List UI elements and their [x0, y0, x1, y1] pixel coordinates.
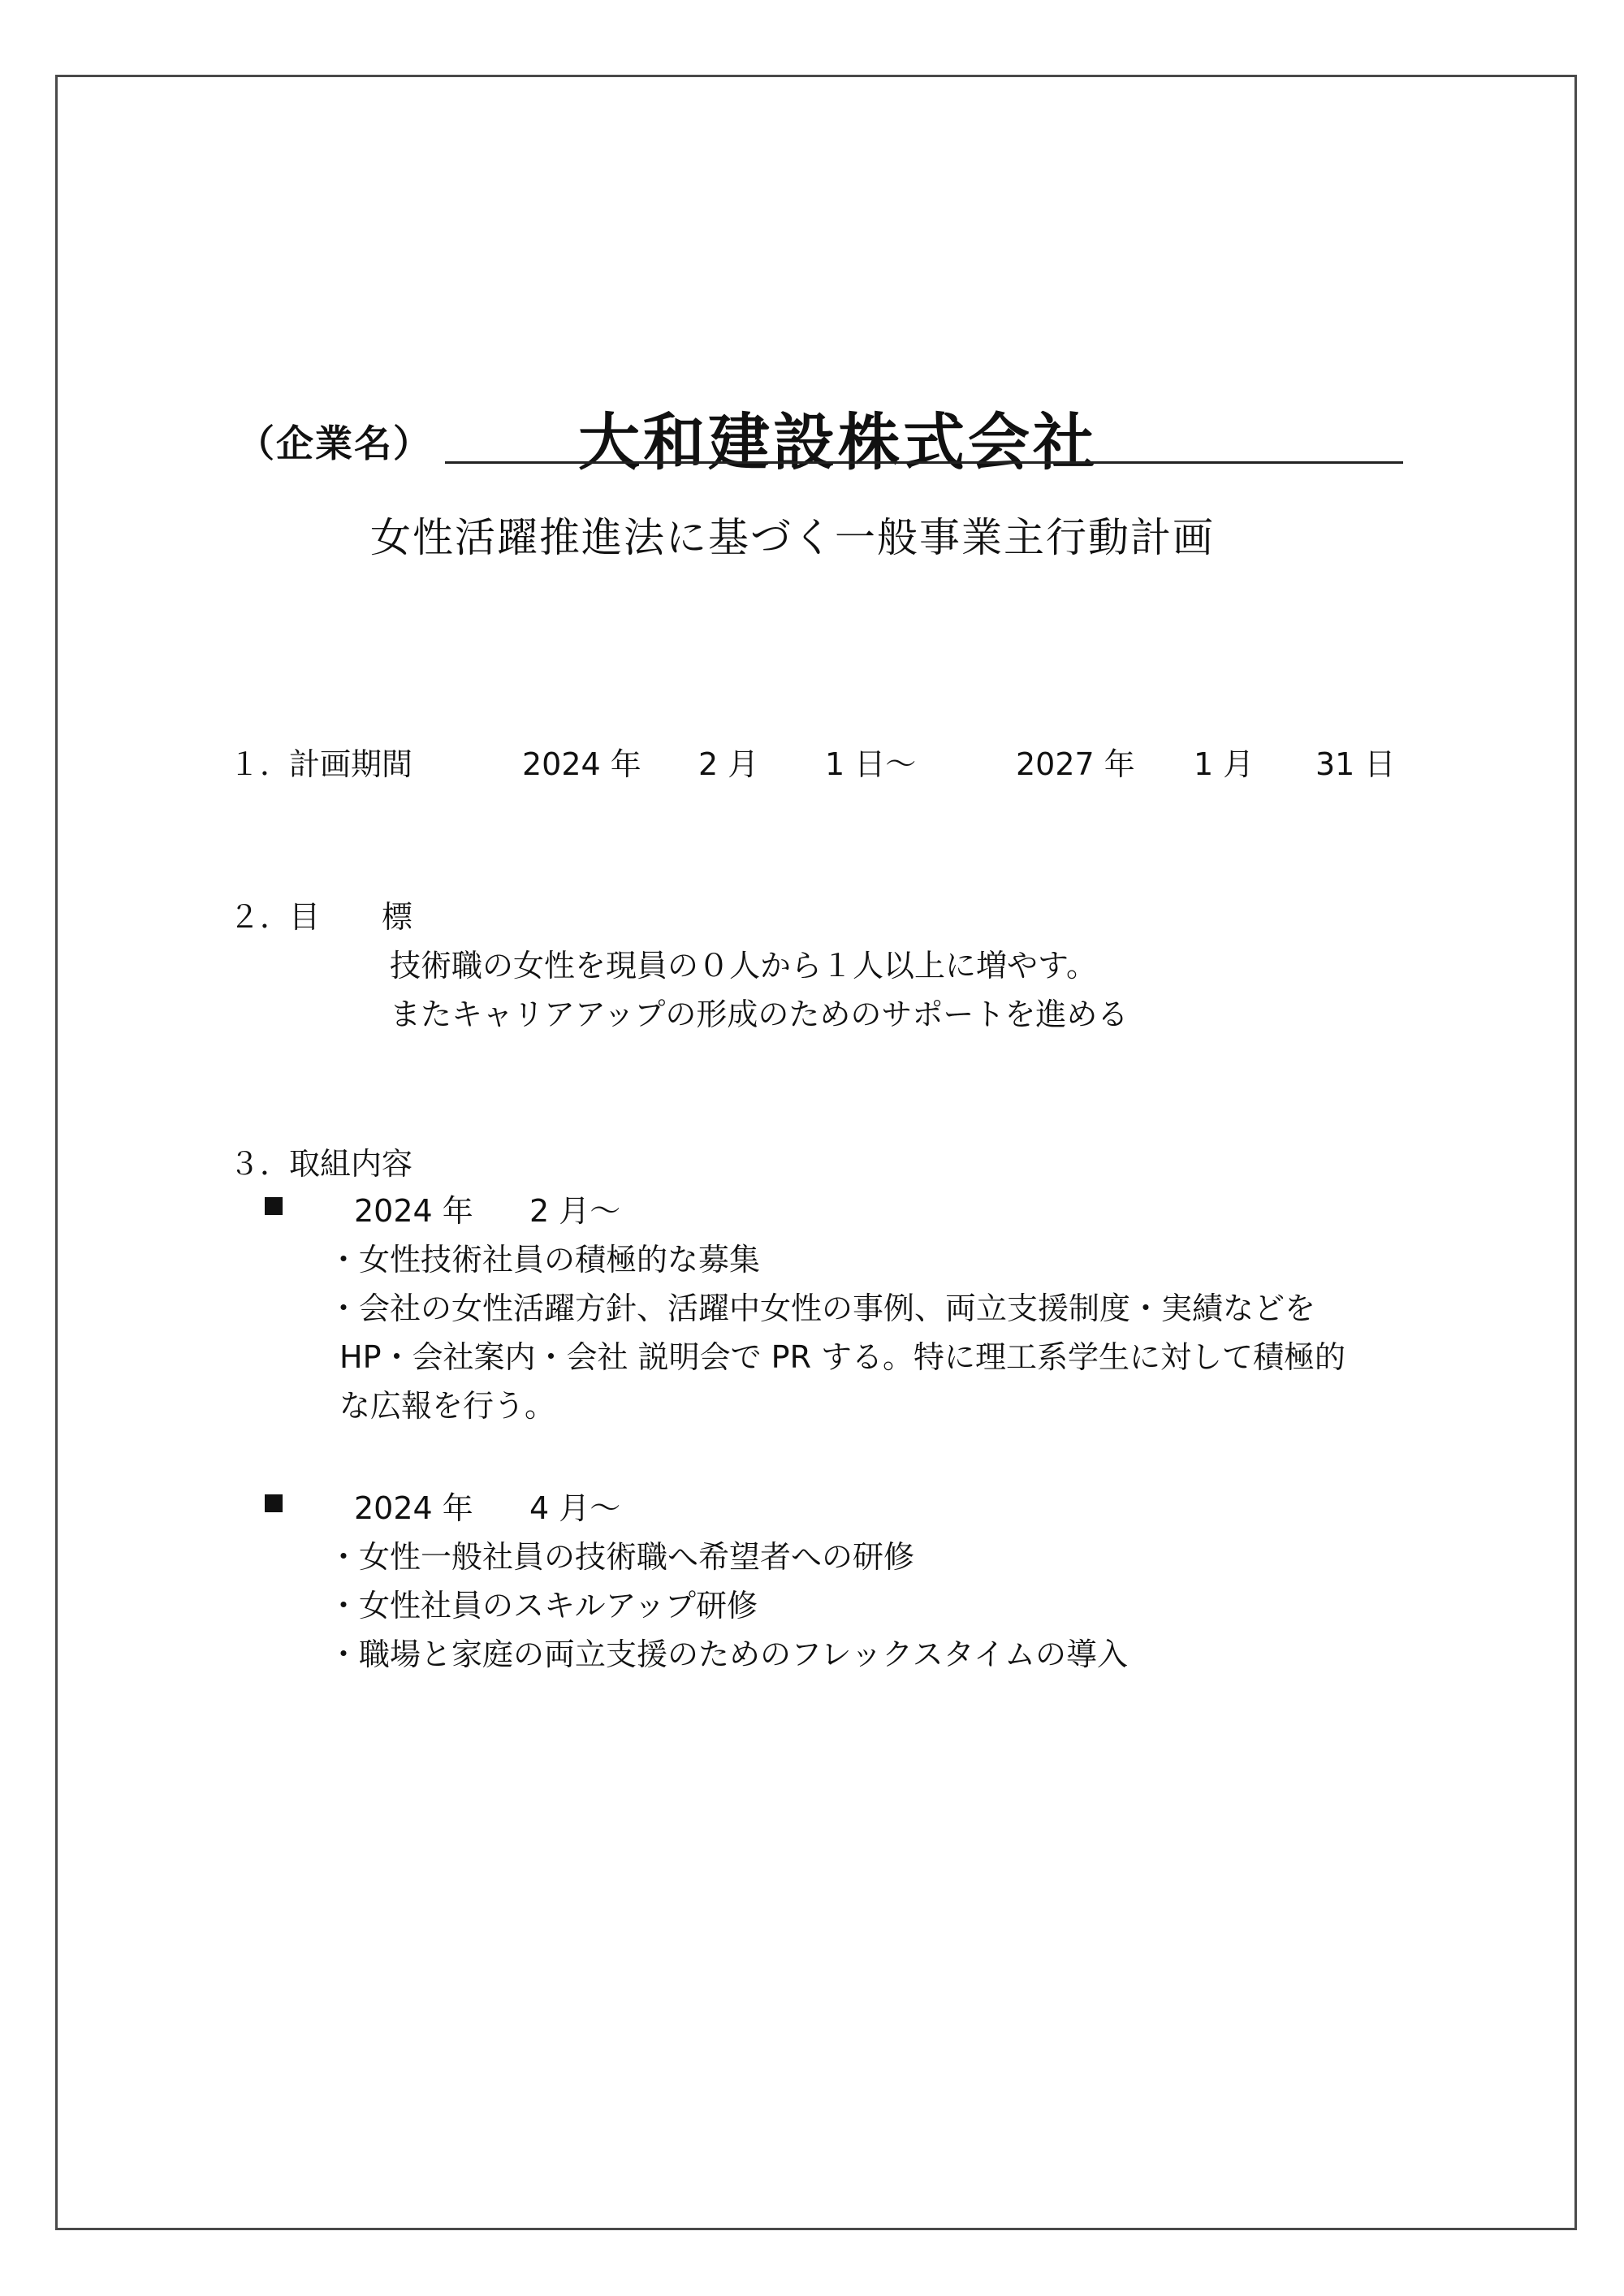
section1-number: １． — [229, 746, 292, 782]
period-start-month: 2 月 — [698, 746, 759, 782]
block1-bullet — [265, 1197, 283, 1215]
period-end-day: 31 日 — [1315, 746, 1396, 782]
section1-label: 計画期間 — [289, 746, 413, 782]
period-end-month: 1 月 — [1194, 746, 1255, 782]
block2-month: 4 月～ — [529, 1490, 621, 1526]
block1-item-1: ・女性技術社員の積極的な募集 — [328, 1242, 761, 1278]
block2-item-2: ・女性社員のスキルアップ研修 — [328, 1588, 758, 1624]
period-end-year: 2027 年 — [1016, 746, 1135, 782]
company-name-underline — [445, 461, 1403, 464]
block1-month: 2 月～ — [529, 1193, 621, 1229]
block1-year: 2024 年 — [354, 1193, 473, 1229]
block2-item-3: ・職場と家庭の両立支援のためのフレックスタイムの導入 — [328, 1637, 1128, 1672]
section2-number: ２． — [229, 899, 292, 935]
goal-line-2: またキャリアアップの形成のためのサポートを進める — [390, 997, 1129, 1032]
section3-number: ３． — [229, 1146, 292, 1182]
period-start-day: 1 日～ — [825, 746, 917, 782]
document-title: 女性活躍推進法に基づく一般事業主行動計画 — [370, 514, 1215, 561]
section2-label: 目 標 — [289, 899, 413, 935]
block2-year: 2024 年 — [354, 1490, 473, 1526]
goal-line-1: 技術職の女性を現員の０人から１人以上に増やす。 — [390, 948, 1097, 984]
block1-item-2: ・会社の女性活躍方針、活躍中女性の事例、両立支援制度・実績などを — [328, 1291, 1316, 1326]
section3-label: 取組内容 — [289, 1146, 413, 1182]
period-start-year: 2024 年 — [522, 746, 641, 782]
block2-item-1: ・女性一般社員の技術職へ希望者への研修 — [328, 1539, 915, 1575]
block2-bullet — [265, 1494, 283, 1512]
block1-item-3: HP・会社案内・会社 説明会で PR する。特に理工系学生に対して積極的 — [339, 1339, 1346, 1375]
block1-item-4: な広報を行う。 — [339, 1388, 556, 1424]
company-name: 大和建設株式会社 — [578, 406, 1098, 478]
company-label: （企業名） — [237, 422, 432, 465]
